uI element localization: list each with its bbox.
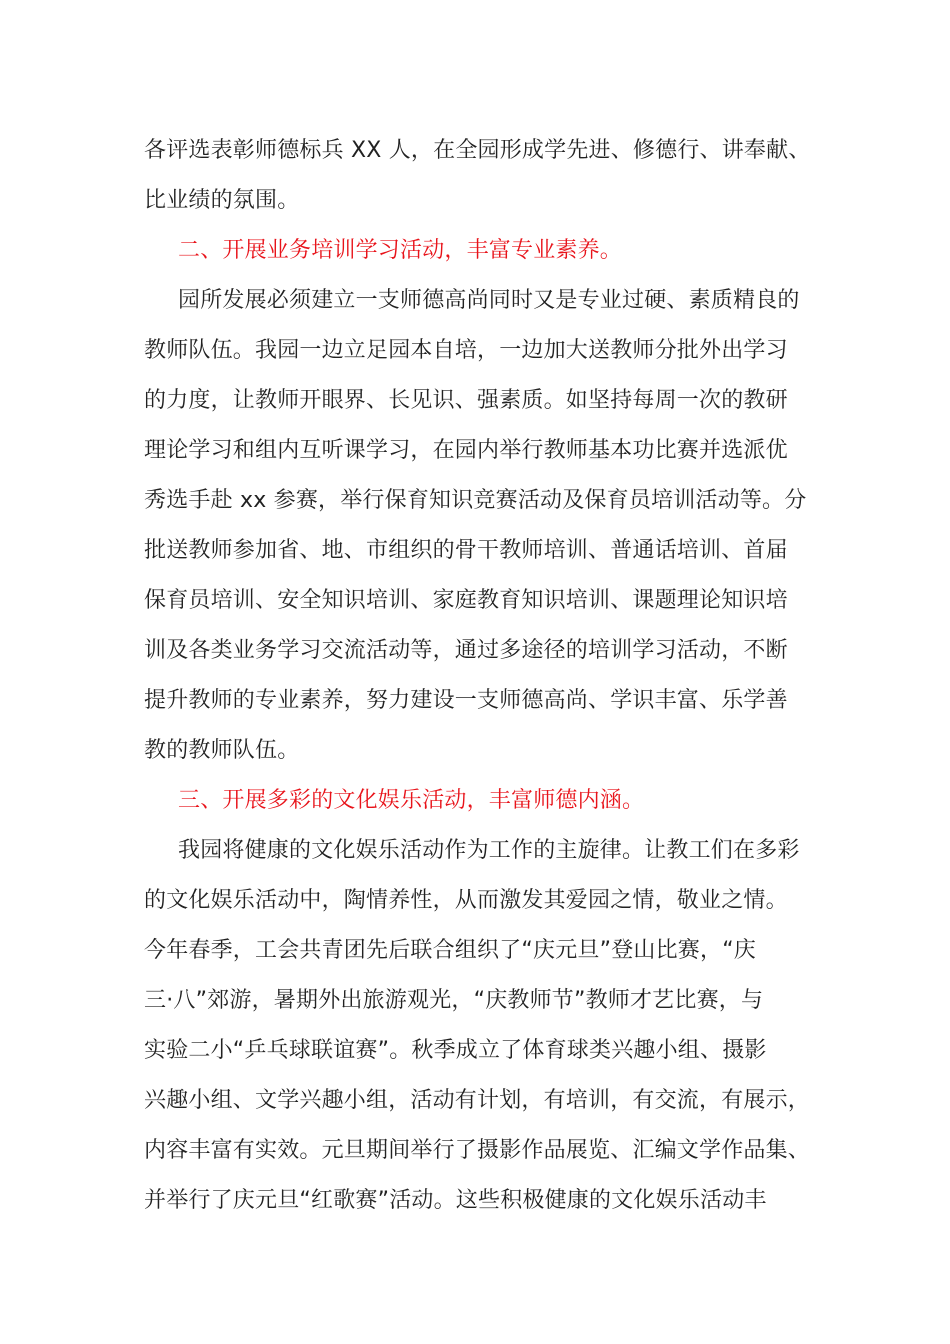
paragraph-line: 并举行了庆元旦“红歌赛”活动。这些积极健康的文化娱乐活动丰 (144, 1188, 767, 1213)
paragraph-line: 兴趣小组、文学兴趣小组，活动有计划，有培训，有交流，有展示， (144, 1088, 811, 1113)
paragraph-line: 实验二小“乒乓球联谊赛”。秋季成立了体育球类兴趣小组、摄影 (144, 1038, 767, 1063)
paragraph-line: 提升教师的专业素养，努力建设一支师德高尚、学识丰富、乐学善 (144, 688, 788, 713)
paragraph-line: 内容丰富有实效。元旦期间举行了摄影作品展览、汇编文学作品集、 (144, 1138, 811, 1163)
section-heading-2: 二、开展业务培训学习活动，丰富专业素养。 (178, 238, 623, 263)
paragraph-line: 保育员培训、安全知识培训、家庭教育知识培训、课题理论知识培 (144, 588, 788, 613)
paragraph-line: 的力度，让教师开眼界、长见识、强素质。如坚持每周一次的教研 (144, 388, 788, 413)
paragraph-line: 教的教师队伍。 (144, 738, 300, 763)
paragraph-line: 今年春季，工会共青团先后联合组织了“庆元旦”登山比赛，“庆 (144, 938, 756, 963)
paragraph-line: 比业绩的氛围。 (144, 188, 300, 213)
paragraph-line: 园所发展必须建立一支师德高尚同时又是专业过硬、素质精良的 (178, 288, 800, 313)
paragraph-line: 批送教师参加省、地、市组织的骨干教师培训、普通话培训、首届 (144, 538, 788, 563)
paragraph-line: 秀选手赴 xx 参赛，举行保育知识竞赛活动及保育员培训活动等。分 (144, 488, 807, 513)
paragraph-line: 三·八”郊游，暑期外出旅游观光，“庆教师节”教师才艺比赛，与 (144, 988, 764, 1013)
paragraph-line: 的文化娱乐活动中，陶情养性，从而激发其爱园之情，敬业之情。 (144, 888, 788, 913)
paragraph-line: 我园将健康的文化娱乐活动作为工作的主旋律。让教工们在多彩 (178, 838, 800, 863)
section-heading-3: 三、开展多彩的文化娱乐活动，丰富师德内涵。 (178, 788, 645, 813)
paragraph-line: 教师队伍。我园一边立足园本自培，一边加大送教师分批外出学习 (144, 338, 788, 363)
paragraph-line: 训及各类业务学习交流活动等，通过多途径的培训学习活动，不断 (144, 638, 788, 663)
paragraph-line: 理论学习和组内互听课学习，在园内举行教师基本功比赛并选派优 (144, 438, 788, 463)
paragraph-line: 各评选表彰师德标兵 XX 人，在全园形成学先进、修德行、讲奉献、 (144, 138, 811, 163)
